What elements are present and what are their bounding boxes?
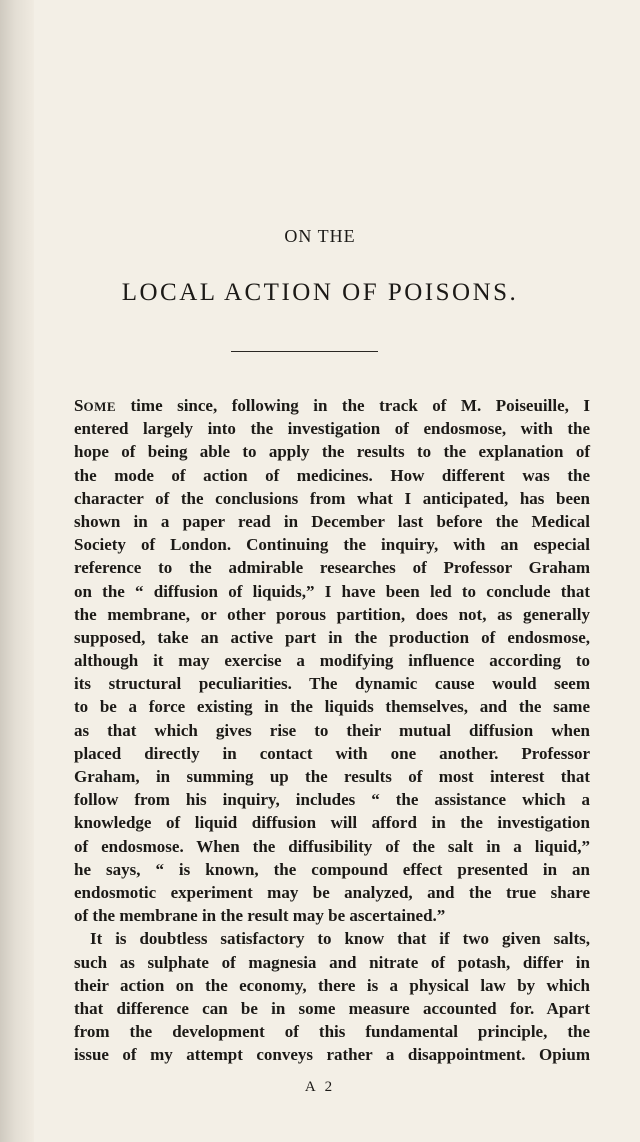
small-caps-rest: OME xyxy=(83,399,117,414)
text-line: Graham, in summing up the results of most interest that xyxy=(74,767,590,786)
text-line: placed directly in contact with one another. Professor xyxy=(74,743,590,763)
text-line: knowledge of liquid diffusion will afford in the investigation xyxy=(74,813,590,833)
text-line: the membrane, or other porous partition, does not, as generally xyxy=(74,604,590,624)
text-line: that difference can be in some measure accounted for. Apart xyxy=(74,998,590,1018)
text-line: although it may exercise a modifying influence according to xyxy=(74,651,590,671)
text-line: reference to the admirable researches of Professor Graham xyxy=(74,558,590,578)
text-line: entered largely into the investigation of endosmose, with the xyxy=(74,419,590,439)
heading-on-the: ON THE xyxy=(284,226,356,246)
text-line-1 xyxy=(74,394,590,417)
body-text xyxy=(74,394,590,1066)
text-line: to be a force existing in the liquids themselves, and the same xyxy=(74,697,590,717)
title-rule xyxy=(231,351,378,352)
page-title: LOCAL ACTION OF POISONS. xyxy=(121,279,519,306)
text-line: It is doubtless satisfactory to know that if two given salts, xyxy=(90,929,590,949)
text-line: supposed, take an active part in the production of endosmose, xyxy=(74,627,590,647)
text-line: character of the conclusions from what I anticipated, has been xyxy=(74,488,590,508)
text-line: their action on the economy, there is a physical law by which xyxy=(74,975,590,995)
text-line: endosmotic experiment may be analyzed, and the true share xyxy=(74,882,590,902)
first-line-rest: time since, following in the track of M. Poiseuille, I xyxy=(116,396,590,415)
text-line: of the membrane in the result may be ascertained.” xyxy=(74,906,446,926)
text-line: its structural peculiarities. The dynamic cause would seem xyxy=(74,674,590,694)
page-gutter-shadow xyxy=(0,0,34,1142)
text-line: issue of my attempt conveys rather a disappointment. Opium xyxy=(74,1045,590,1065)
text-line: as that which gives rise to their mutual diffusion when xyxy=(74,720,590,740)
text-line: the mode of action of medicines. How different was the xyxy=(74,465,590,485)
text-line: he says, “ is known, the compound effect presented in an xyxy=(74,859,590,879)
text-line: from the development of this fundamental principle, the xyxy=(74,1022,590,1042)
text-line: of endosmose. When the diffusibility of the salt in a liquid,” xyxy=(74,836,590,856)
text-line: such as sulphate of magnesia and nitrate of potash, differ in xyxy=(74,952,590,972)
text-line: shown in a paper read in December last before the Medical xyxy=(74,511,590,531)
signature-mark: A 2 xyxy=(304,1079,336,1095)
text-line: Society of London. Continuing the inquiry, with an especial xyxy=(74,535,590,555)
text-line: follow from his inquiry, includes “ the assistance which a xyxy=(74,790,590,810)
text-line: hope of being able to apply the results to the explanation of xyxy=(74,442,590,462)
small-caps-initial: S xyxy=(74,396,84,415)
text-line: on the “ diffusion of liquids,” I have been led to conclude that xyxy=(74,581,590,601)
